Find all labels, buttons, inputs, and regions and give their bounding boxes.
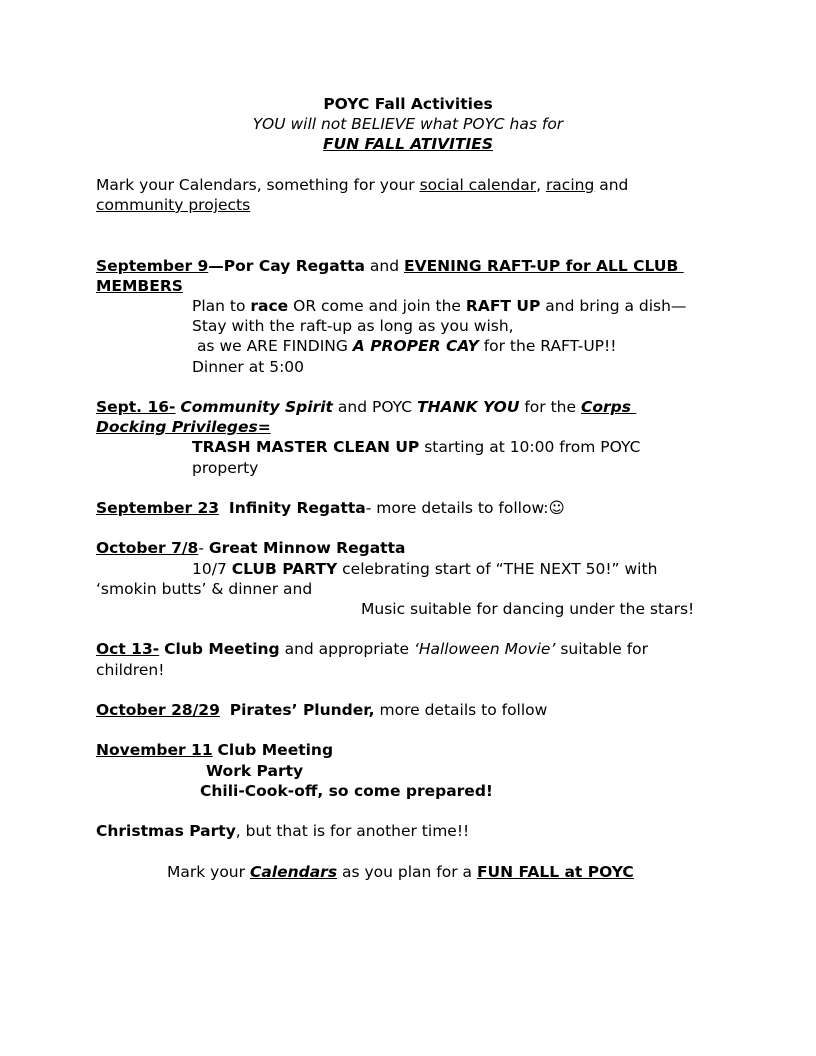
detail-text: , but that is for another time!! — [235, 822, 470, 841]
detail-emphasis: RAFT UP — [465, 296, 541, 315]
event-name: Docking Privileges — [96, 418, 258, 437]
detail-text: and appropriate — [279, 640, 414, 659]
event-name: Great Minnow Regatta — [208, 539, 406, 558]
intro-community-projects: community projects — [96, 196, 251, 214]
oct78-detail-line-1 — [96, 559, 720, 579]
detail-emphasis: Work Party — [206, 761, 304, 780]
intro-line-1 — [96, 175, 720, 195]
detail-text: Stay with the raft-up as long as you wish, — [192, 317, 514, 336]
nov11-heading-line — [96, 740, 720, 760]
doc-title: POYC Fall Activities — [323, 95, 493, 113]
closing-fun-fall: FUN FALL at POYC — [476, 862, 634, 881]
detail-text: Plan to — [192, 296, 251, 315]
sep16-detail-line-2 — [96, 458, 720, 478]
oct78-detail-line-3 — [96, 599, 720, 619]
closing-text: as you plan for a — [337, 862, 477, 881]
event-name: Christmas Party — [96, 822, 236, 841]
sep16-heading-line-1 — [96, 397, 720, 417]
blank-line — [96, 841, 720, 861]
blank-line — [96, 377, 720, 397]
blank-line — [96, 801, 720, 821]
sep9-detail-line-3 — [96, 336, 720, 356]
space — [220, 701, 230, 719]
closing-text: Mark your — [167, 862, 250, 881]
event-date: Sept. 16- — [96, 397, 176, 416]
detail-emphasis: THANK YOU — [417, 397, 520, 416]
movie-title: ‘Halloween Movie’ — [413, 640, 556, 659]
sep9-detail-line-1 — [96, 296, 720, 316]
event-date: Oct 13- — [96, 640, 160, 659]
closing-line — [96, 862, 720, 882]
em-dash: — — [208, 256, 224, 275]
detail-text: property — [192, 458, 259, 477]
detail-emphasis: CLUB PARTY — [231, 559, 338, 578]
detail-text: Dinner at 5:00 — [192, 357, 305, 376]
sep9-detail-line-2 — [96, 316, 720, 336]
oct2829-heading-line — [96, 700, 720, 720]
detail-text: suitable for — [555, 640, 649, 659]
intro-text: Mark your Calendars, something for your — [96, 175, 420, 194]
detail-text: Music suitable for dancing under the stars! — [361, 599, 695, 618]
blank-line — [96, 619, 720, 639]
event-name: Club Meeting — [217, 741, 334, 760]
christmas-line — [96, 821, 720, 841]
detail-text: OR come and join the — [288, 296, 466, 315]
detail-text: for the RAFT-UP!! — [478, 337, 617, 356]
doc-subtitle-line — [96, 114, 720, 134]
connector-text: and — [364, 256, 404, 275]
nov11-detail-line-1 — [96, 761, 720, 781]
event-name: EVENING RAFT-UP for ALL CLUB — [404, 256, 684, 275]
detail-emphasis: Chili-Cook-off, so come prepared! — [200, 781, 493, 800]
oct13-heading-line-2 — [96, 660, 720, 680]
blank-line — [96, 155, 720, 175]
blank-line — [96, 518, 720, 538]
doc-subtitle: YOU will not BELIEVE what POYC has for — [252, 115, 564, 134]
sep16-detail-line-1 — [96, 437, 720, 457]
event-name: Por Cay Regatta — [223, 256, 365, 275]
oct13-heading-line-1 — [96, 639, 720, 659]
sep9-detail-line-4 — [96, 357, 720, 377]
blank-line — [96, 478, 720, 498]
detail-text: more details to follow — [374, 700, 548, 719]
detail-emphasis: race — [250, 296, 289, 315]
intro-social-calendar: social calendar — [419, 175, 537, 194]
space — [219, 499, 229, 517]
event-date: November 11 — [96, 741, 213, 760]
oct78-detail-line-2 — [96, 579, 720, 599]
detail-text: ‘smokin butts’ & dinner and — [96, 579, 313, 598]
closing-calendars: Calendars — [249, 862, 338, 881]
detail-text: and bring a dish— — [540, 296, 687, 315]
equals-sign: = — [257, 418, 271, 437]
event-name: MEMBERS — [96, 276, 183, 295]
event-name: Infinity Regatta — [228, 498, 366, 517]
sep9-heading-line-1 — [96, 256, 720, 276]
event-name: Corps — [580, 397, 637, 416]
event-date: October 7/8 — [96, 539, 199, 558]
detail-emphasis: A PROPER CAY — [352, 337, 479, 356]
blank-line — [96, 720, 720, 740]
event-date: October 28/29 — [96, 700, 220, 719]
connector-text: for the — [519, 397, 581, 416]
blank-line — [96, 215, 720, 235]
event-name: Pirates’ Plunder, — [229, 700, 375, 719]
blank-line — [96, 235, 720, 255]
doc-subtitle-emphasis: FUN FALL ATIVITIES — [323, 135, 493, 154]
event-date: September 23 — [96, 498, 220, 517]
event-name: Community Spirit — [180, 397, 333, 416]
intro-and: and — [594, 175, 629, 194]
intro-comma: , — [536, 175, 546, 194]
nov11-detail-line-2 — [96, 781, 720, 801]
event-name: Club Meeting — [164, 640, 280, 659]
doc-subtitle2-line — [96, 134, 720, 154]
detail-emphasis: TRASH MASTER CLEAN UP — [192, 438, 420, 457]
detail-text: - more details to follow:☺ — [365, 498, 565, 517]
sep23-heading-line — [96, 498, 720, 518]
event-date: September 9 — [96, 256, 209, 275]
detail-text: as we ARE FINDING — [192, 337, 353, 356]
detail-text: celebrating start of “THE NEXT 50!” with — [337, 559, 658, 578]
doc-title-line — [96, 94, 720, 114]
intro-racing: racing — [545, 175, 595, 194]
sep16-heading-line-2 — [96, 417, 720, 437]
detail-text: starting at 10:00 from POYC — [419, 438, 641, 457]
sep9-heading-line-2 — [96, 276, 720, 296]
blank-line — [96, 680, 720, 700]
connector-text: - — [198, 539, 209, 558]
detail-text: 10/7 — [192, 559, 232, 578]
oct78-heading-line — [96, 538, 720, 558]
detail-text: children! — [96, 660, 165, 679]
intro-line-2 — [96, 195, 720, 215]
connector-text: and POYC — [332, 397, 418, 416]
